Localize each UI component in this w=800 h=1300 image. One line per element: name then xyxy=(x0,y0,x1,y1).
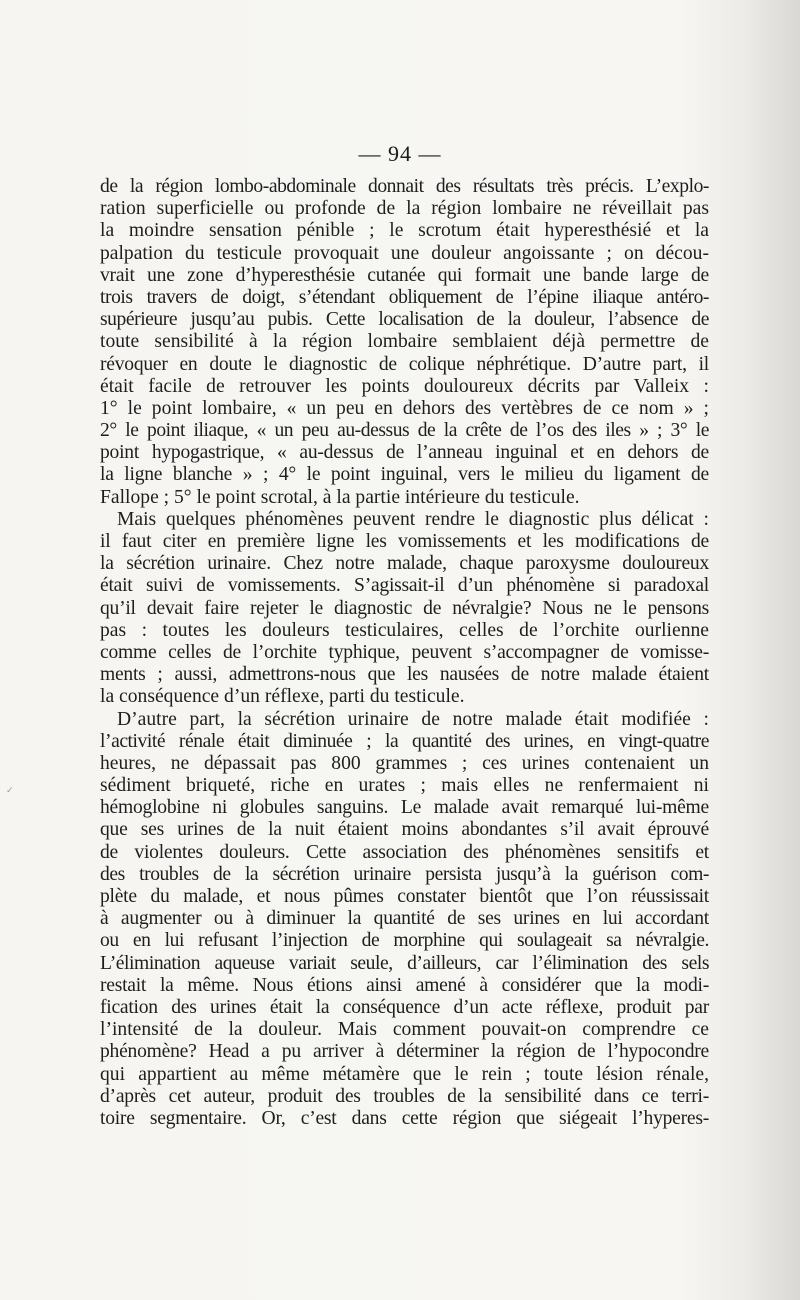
text-line: supérieure jusqu’au pubis. Cette localisation de la douleur, l’absence de xyxy=(100,309,709,331)
text-line: hémoglobine ni globules sanguins. Le malade avait remarqué lui-même xyxy=(100,797,709,819)
text-line: vrait une zone d’hyperesthésie cutanée qui formait une bande large de xyxy=(100,264,709,286)
text-line: il faut citer en première ligne les vomissements et les modifications de xyxy=(100,531,709,552)
text-line: palpation du testicule provoquait une douleur angoissante ; on décou- xyxy=(100,242,709,264)
text-line: était facile de retrouver les points douloureux décrits par Valleix : xyxy=(100,375,709,397)
body-text xyxy=(100,176,709,1130)
text-line: 2° le point iliaque, « un peu au-dessus de la crête de l’os des iles » ; 3° le xyxy=(100,420,709,442)
text-line: L’élimination aqueuse variait seule, d’ailleurs, car l’élimination des sels xyxy=(100,952,709,974)
text-line: heures, ne dépassait pas 800 grammes ; ces urines contenaient un xyxy=(100,752,709,774)
text-line: 1° le point lombaire, « un peu en dehors des vertèbres de ce nom » ; xyxy=(100,397,709,419)
text-line: pas : toutes les douleurs testiculaires, celles de l’orchite ourlienne xyxy=(100,619,709,641)
text-line: sédiment briqueté, riche en urates ; mais elles ne renfermaient ni xyxy=(100,775,709,797)
text-line: ments ; aussi, admettrons-nous que les nausées de notre malade étaient xyxy=(100,664,709,686)
text-line: fication des urines était la conséquence d’un acte réflexe, produit par xyxy=(100,996,709,1018)
text-line: d’après cet auteur, produit des troubles de la sensibilité dans ce terri- xyxy=(100,1085,709,1107)
text-line: de la région lombo-abdominale donnait des résultats très précis. L’explo- xyxy=(100,176,709,197)
text-line: révoquer en doute le diagnostic de colique néphrétique. D’autre part, il xyxy=(100,353,709,375)
text-line: trois travers de doigt, s’étendant obliquement de l’épine iliaque antéro- xyxy=(100,286,709,308)
text-line: la sécrétion urinaire. Chez notre malade, chaque paroxysme douloureux xyxy=(100,553,709,575)
margin-mark: ✓ xyxy=(6,786,14,796)
text-line: plète du malade, et nous pûmes constater bientôt que l’on réussissait xyxy=(100,886,709,907)
text-line: Fallope ; 5° le point scrotal, à la partie intérieure du testicule. xyxy=(100,486,580,508)
text-line: était suivi de vomissements. S’agissait-il d’un phénomène si paradoxal xyxy=(100,575,709,597)
text-line: restait la même. Nous étions ainsi amené à considérer que la modi- xyxy=(100,974,709,996)
text-line: la ligne blanche » ; 4° le point inguinal, vers le milieu du ligament de xyxy=(100,464,709,486)
text-line: à augmenter ou à diminuer la quantité de ses urines en lui accordant xyxy=(100,908,709,930)
text-line: l’activité rénale était diminuée ; la quantité des urines, en vingt-quatre xyxy=(100,730,709,752)
text-line: toire segmentaire. Or, c’est dans cette région que siégeait l’hyperes- xyxy=(100,1107,709,1129)
text-line: toute sensibilité à la région lombaire semblaient déjà permettre de xyxy=(100,331,709,353)
text-line: la moindre sensation pénible ; le scrotum était hyperesthésié et la xyxy=(100,220,709,242)
text-line: l’intensité de la douleur. Mais comment pouvait-on comprendre ce xyxy=(100,1019,709,1041)
text-line: de violentes douleurs. Cette association des phénomènes sensitifs et xyxy=(100,841,709,863)
text-line: Mais quelques phénomènes peuvent rendre le diagnostic plus délicat : xyxy=(117,508,709,530)
text-line: qui appartient au même métamère que le rein ; toute lésion rénale, xyxy=(100,1063,709,1085)
text-line: phénomène? Head a pu arriver à déterminer la région de l’hypocondre xyxy=(100,1041,709,1063)
text-line: qu’il devait faire rejeter le diagnostic de névralgie? Nous ne le pensons xyxy=(100,597,709,619)
text-line: comme celles de l’orchite typhique, peuvent s’accompagner de vomisse- xyxy=(100,641,709,663)
text-line: point hypogastrique, « au-dessus de l’anneau inguinal et en dehors de xyxy=(100,442,709,464)
text-line: D’autre part, la sécrétion urinaire de notre malade était modifiée : xyxy=(117,708,709,730)
page-number: — 94 — xyxy=(358,141,442,166)
text-line: la conséquence d’un réflexe, parti du testicule. xyxy=(100,686,465,708)
text-line: ou en lui refusant l’injection de morphine qui soulageait sa névralgie. xyxy=(100,930,709,952)
text-line: que ses urines de la nuit étaient moins abondantes s’il avait éprouvé xyxy=(100,819,709,841)
text-line: des troubles de la sécrétion urinaire persista jusqu’à la guérison com- xyxy=(100,863,709,885)
text-line: ration superficielle ou profonde de la région lombaire ne réveillait pas xyxy=(100,198,709,220)
